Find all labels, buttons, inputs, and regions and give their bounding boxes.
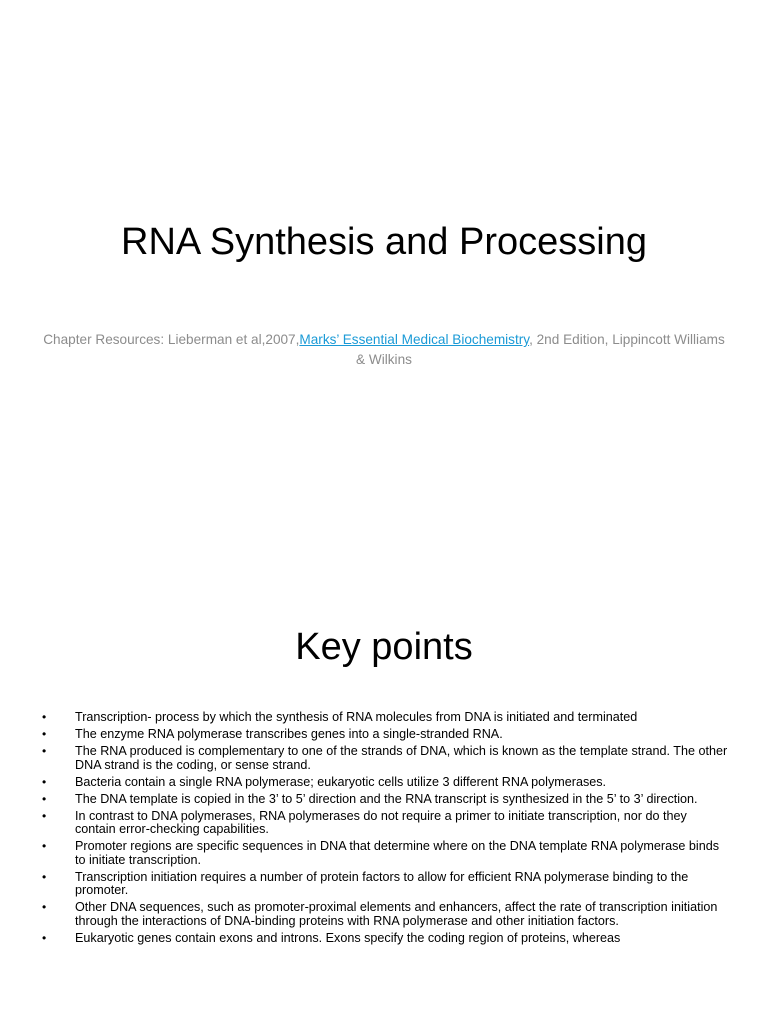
list-item bbox=[40, 793, 730, 807]
bullet-icon: • bbox=[42, 774, 47, 789]
bullet-icon: • bbox=[42, 791, 47, 806]
list-item-text: Other DNA sequences, such as promoter-proximal elements and enhancers, affect the rate of transcription initiation through the interactions of DNA-binding proteins with RNA polymerase and other initiation factors. bbox=[75, 900, 718, 928]
list-item-text: Bacteria contain a single RNA polymerase; eukaryotic cells utilize 3 different RNA polymerases. bbox=[75, 774, 607, 789]
list-item bbox=[40, 871, 730, 898]
list-item bbox=[40, 932, 730, 946]
list-item-text: The RNA produced is complementary to one of the strands of DNA, which is known as the template strand. The other DNA strand is the coding, or sense strand. bbox=[75, 743, 728, 772]
list-item-text: Transcription- process by which the synthesis of RNA molecules from DNA is initiated and terminated bbox=[75, 710, 638, 724]
list-item bbox=[40, 776, 730, 790]
list-item-text: Promoter regions are specific sequences in DNA that determine where on the DNA template RNA polymerase binds to initiate transcription. bbox=[75, 839, 720, 867]
list-item bbox=[40, 810, 730, 837]
list-item-text: The enzyme RNA polymerase transcribes genes into a single-stranded RNA. bbox=[75, 726, 503, 741]
bullet-icon: • bbox=[42, 726, 47, 741]
list-item bbox=[40, 745, 730, 772]
list-item-text: Eukaryotic genes contain exons and introns. Exons specify the coding region of proteins, whereas bbox=[75, 930, 621, 945]
key-points-slide bbox=[0, 577, 768, 1024]
citation-suffix: , 2nd Edition, Lippincott Williams & Wilkins bbox=[356, 332, 725, 367]
bullet-icon: • bbox=[42, 710, 47, 724]
list-item bbox=[40, 728, 730, 742]
bullet-icon: • bbox=[42, 808, 47, 823]
list-item-text: Transcription initiation requires a number of protein factors to allow for efficient RNA polymerase binding to the promoter. bbox=[75, 869, 689, 898]
chapter-resources-citation bbox=[40, 330, 728, 370]
bullet-icon: • bbox=[42, 900, 47, 915]
book-title-link[interactable]: Marks’ Essential Medical Biochemistry bbox=[299, 332, 530, 347]
bullet-icon: • bbox=[42, 869, 47, 884]
bullet-icon: • bbox=[42, 839, 47, 854]
list-item-text: The DNA template is copied in the 3’ to 5’ direction and the RNA transcript is synthesized in the 5’ to 3’ direction. bbox=[75, 791, 698, 806]
list-item bbox=[40, 901, 730, 928]
citation-prefix: Chapter Resources: Lieberman et al,2007, bbox=[43, 332, 300, 347]
key-points-heading: Key points bbox=[295, 626, 473, 668]
key-points-list bbox=[40, 711, 730, 949]
slide-title: RNA Synthesis and Processing bbox=[121, 221, 647, 263]
list-item bbox=[40, 711, 730, 725]
bullet-icon: • bbox=[42, 743, 47, 758]
list-item-text: In contrast to DNA polymerases, RNA polymerases do not require a primer to initiate transcription, nor do they contain error-checking capabilities. bbox=[75, 808, 687, 837]
bullet-icon: • bbox=[42, 930, 47, 945]
list-item bbox=[40, 840, 730, 867]
